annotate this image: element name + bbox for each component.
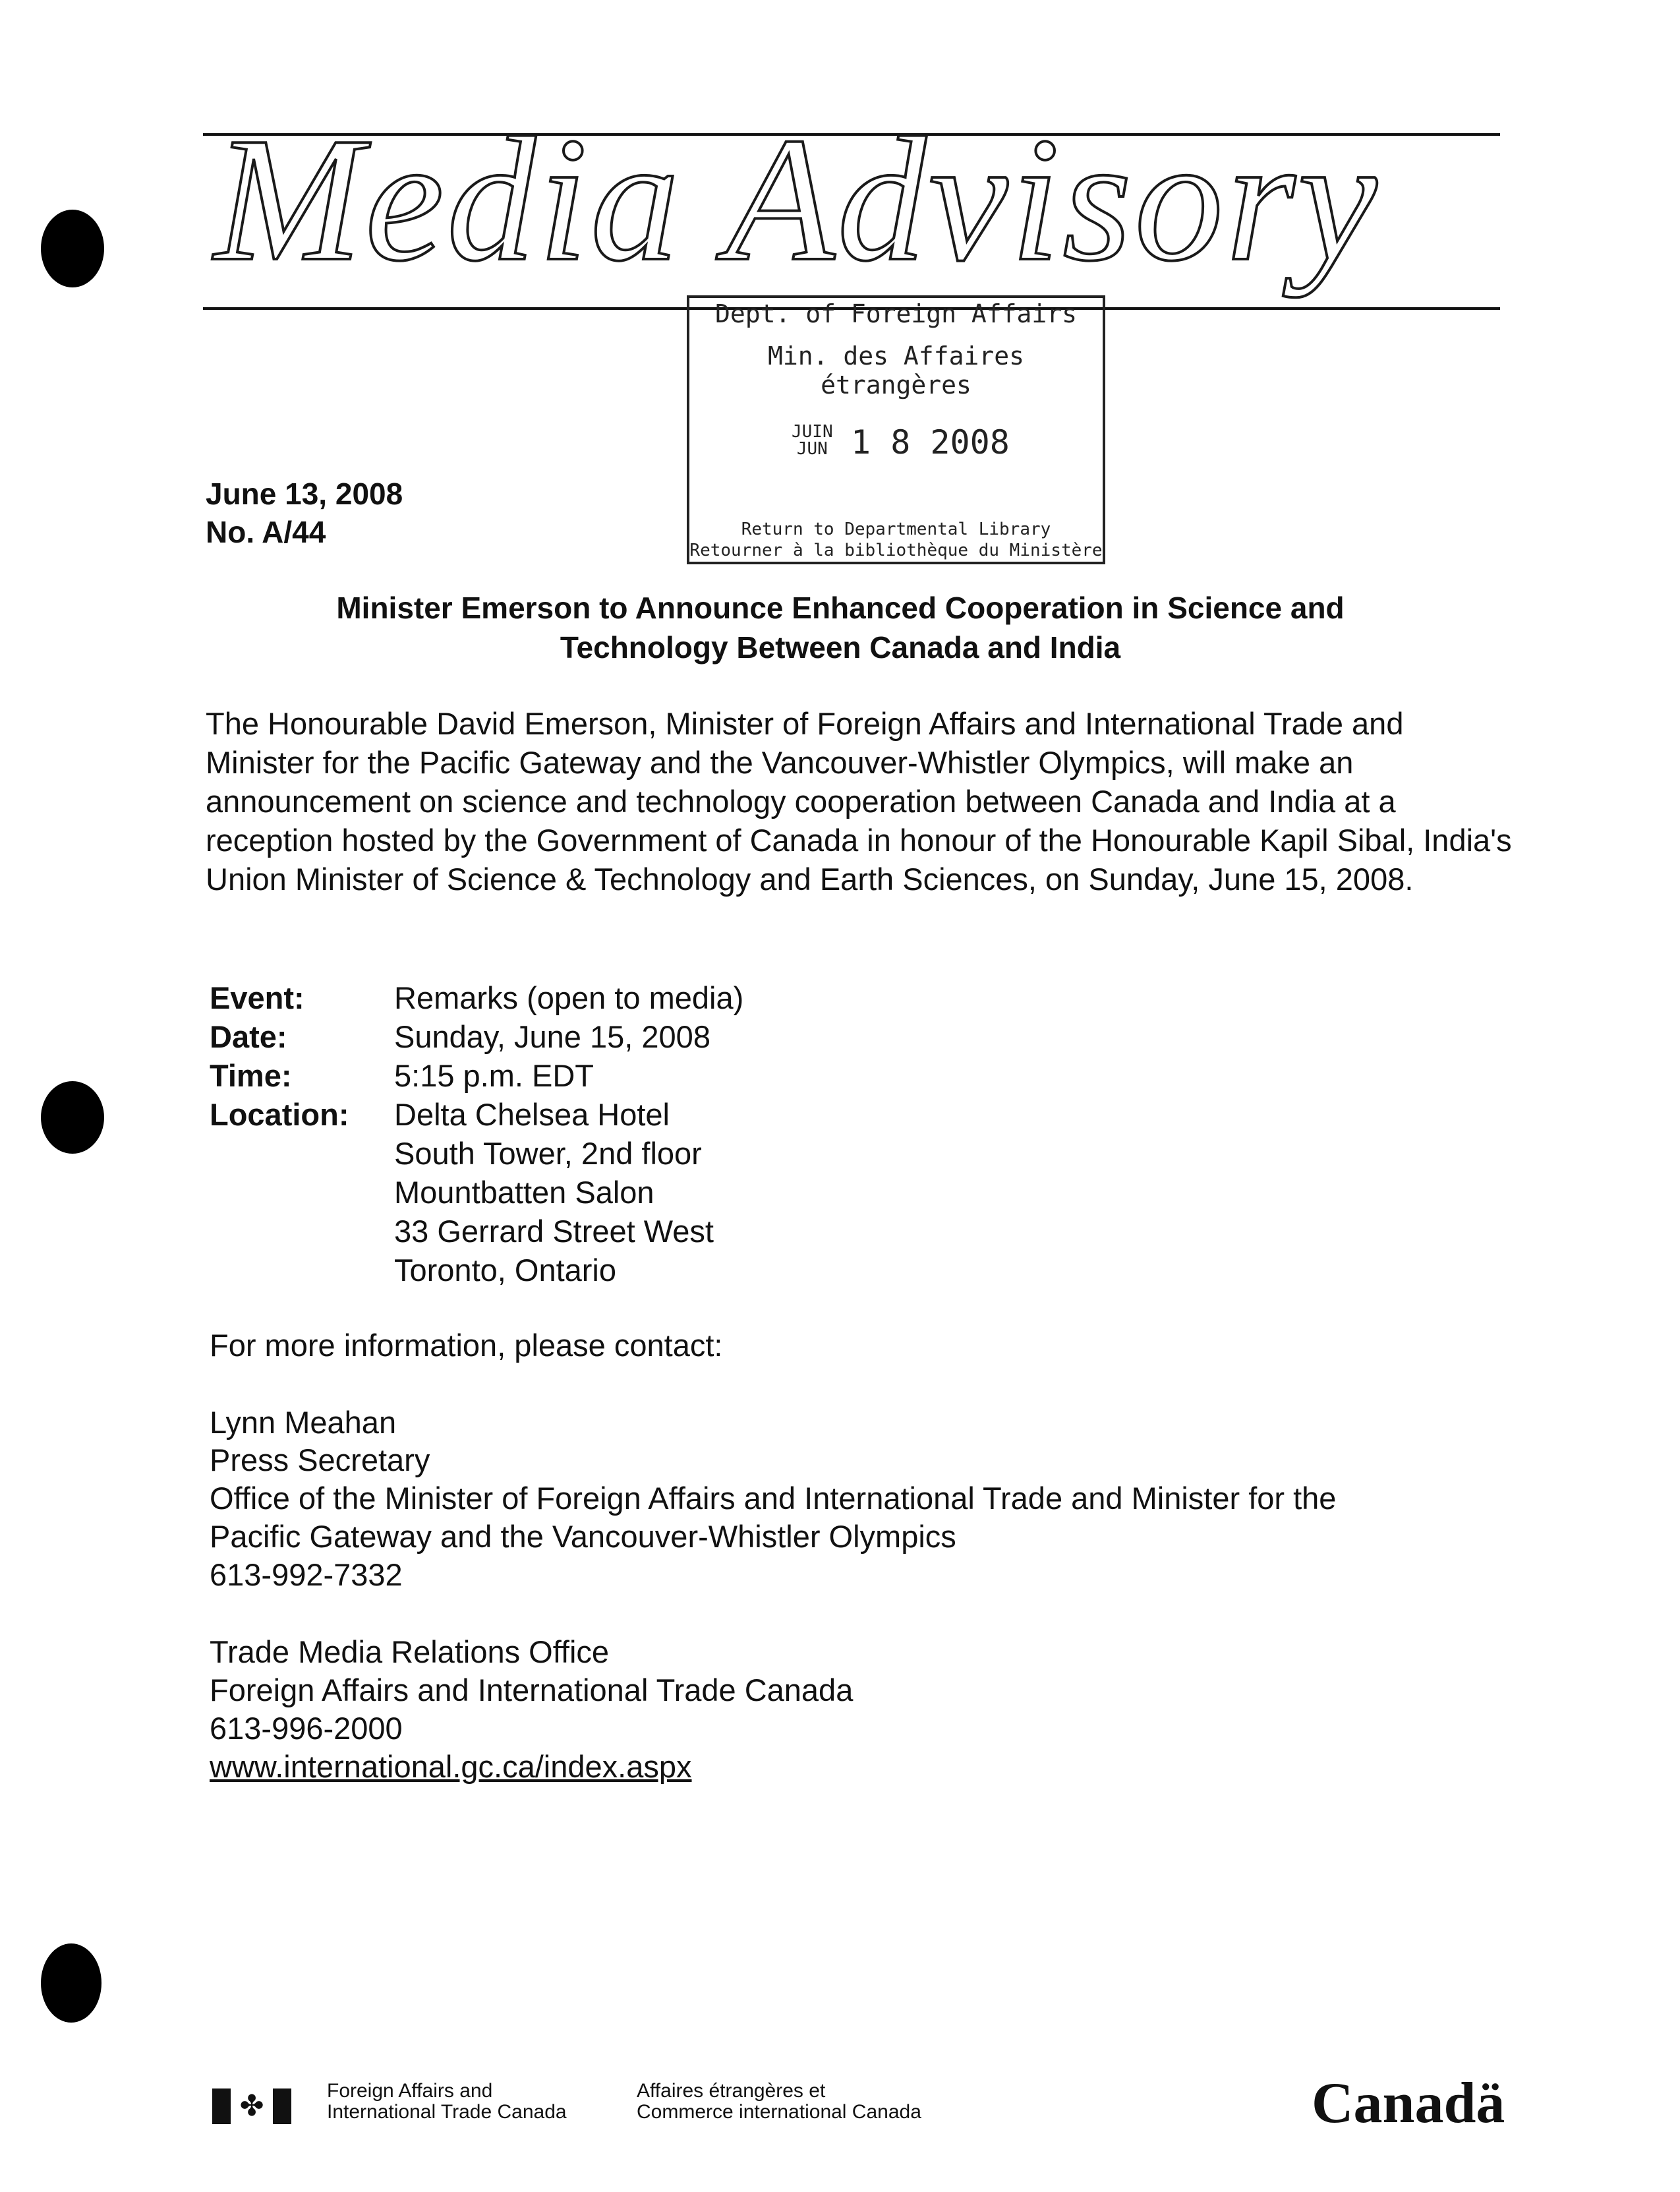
canada-flag-icon xyxy=(212,2088,291,2124)
flag-right-bar xyxy=(273,2088,291,2124)
punch-hole-middle xyxy=(41,1081,104,1154)
event-value: Remarks (open to media) xyxy=(394,980,744,1015)
footer-fr-line-1: Affaires étrangères et xyxy=(637,2080,826,2102)
website-link[interactable]: www.international.gc.ca/index.aspx xyxy=(210,1749,692,1784)
flag-left-bar xyxy=(212,2088,231,2124)
punch-hole-bottom xyxy=(41,1943,101,2023)
footer-department-fr xyxy=(637,2081,921,2123)
headline xyxy=(198,588,1483,667)
media-relations-office: Trade Media Relations Office xyxy=(210,1634,610,1669)
contact-name: Lynn Meahan xyxy=(210,1405,397,1440)
advisory-date: June 13, 2008 xyxy=(206,477,403,511)
stamp-department-en: Dept. of Foreign Affairs xyxy=(714,299,1078,328)
stamp-month xyxy=(792,423,833,458)
contact-title: Press Secretary xyxy=(210,1442,430,1477)
contact-office-line-2: Pacific Gateway and the Vancouver-Whistler Olympics xyxy=(210,1519,956,1554)
headline-line-2: Technology Between Canada and India xyxy=(560,630,1121,665)
stamp-return-fr: Retourner à la bibliothèque du Ministère xyxy=(689,541,1103,560)
masthead-title: Media Advisory xyxy=(214,101,1380,298)
department-name: Foreign Affairs and International Trade Canada xyxy=(210,1673,854,1707)
date-value: Sunday, June 15, 2008 xyxy=(394,1019,710,1054)
location-line: Mountbatten Salon xyxy=(394,1175,654,1210)
canada-wordmark: Canadä xyxy=(1312,2071,1505,2135)
stamp-month-fr: JUIN xyxy=(792,422,833,442)
stamp-month-en: JUN xyxy=(796,439,828,459)
punch-hole-top xyxy=(41,210,104,287)
received-stamp xyxy=(687,295,1105,564)
location-line: South Tower, 2nd floor xyxy=(394,1136,702,1171)
footer-fr-line-2: Commerce international Canada xyxy=(637,2101,921,2123)
contact-office-line-1: Office of the Minister of Foreign Affairs and International Trade and Minister for the xyxy=(210,1481,1337,1516)
event-label: Event: xyxy=(210,980,304,1015)
maple-leaf-icon: ✤ xyxy=(239,2090,264,2122)
stamp-department-fr: Min. des Affaires étrangères xyxy=(768,341,1024,400)
stamp-date: 1 8 2008 xyxy=(851,423,1010,461)
location-label: Location: xyxy=(210,1097,349,1132)
contact-phone-2: 613-996-2000 xyxy=(210,1711,403,1746)
stamp-return-en: Return to Departmental Library xyxy=(741,519,1051,539)
location-line: Toronto, Ontario xyxy=(394,1253,617,1288)
contact-intro: For more information, please contact: xyxy=(210,1328,723,1363)
footer-department-en xyxy=(327,2081,567,2123)
body-paragraph: The Honourable David Emerson, Minister of Foreign Affairs and International Trade and Minister for the Pacific Gateway and the Vancouver-Whistler Olympics, will make an announcement on science and technology cooperation between Canada and India at a reception hosted by the Government of Canada in honour of the Honourable Kapil Sibal, India's Union Minister of Science & Technology and Earth Sciences, on Sunday, June 15, 2008. xyxy=(206,706,1512,897)
location-line: Delta Chelsea Hotel xyxy=(394,1097,670,1132)
footer-en-line-1: Foreign Affairs and xyxy=(327,2080,493,2102)
time-value: 5:15 p.m. EDT xyxy=(394,1058,594,1093)
location-line: 33 Gerrard Street West xyxy=(394,1214,714,1249)
footer-en-line-2: International Trade Canada xyxy=(327,2101,567,2123)
time-label: Time: xyxy=(210,1058,292,1093)
headline-line-1: Minister Emerson to Announce Enhanced Cooperation in Science and xyxy=(336,591,1345,625)
advisory-number: No. A/44 xyxy=(206,515,326,549)
contact-phone-1: 613-992-7332 xyxy=(210,1557,403,1592)
date-label: Date: xyxy=(210,1019,287,1054)
